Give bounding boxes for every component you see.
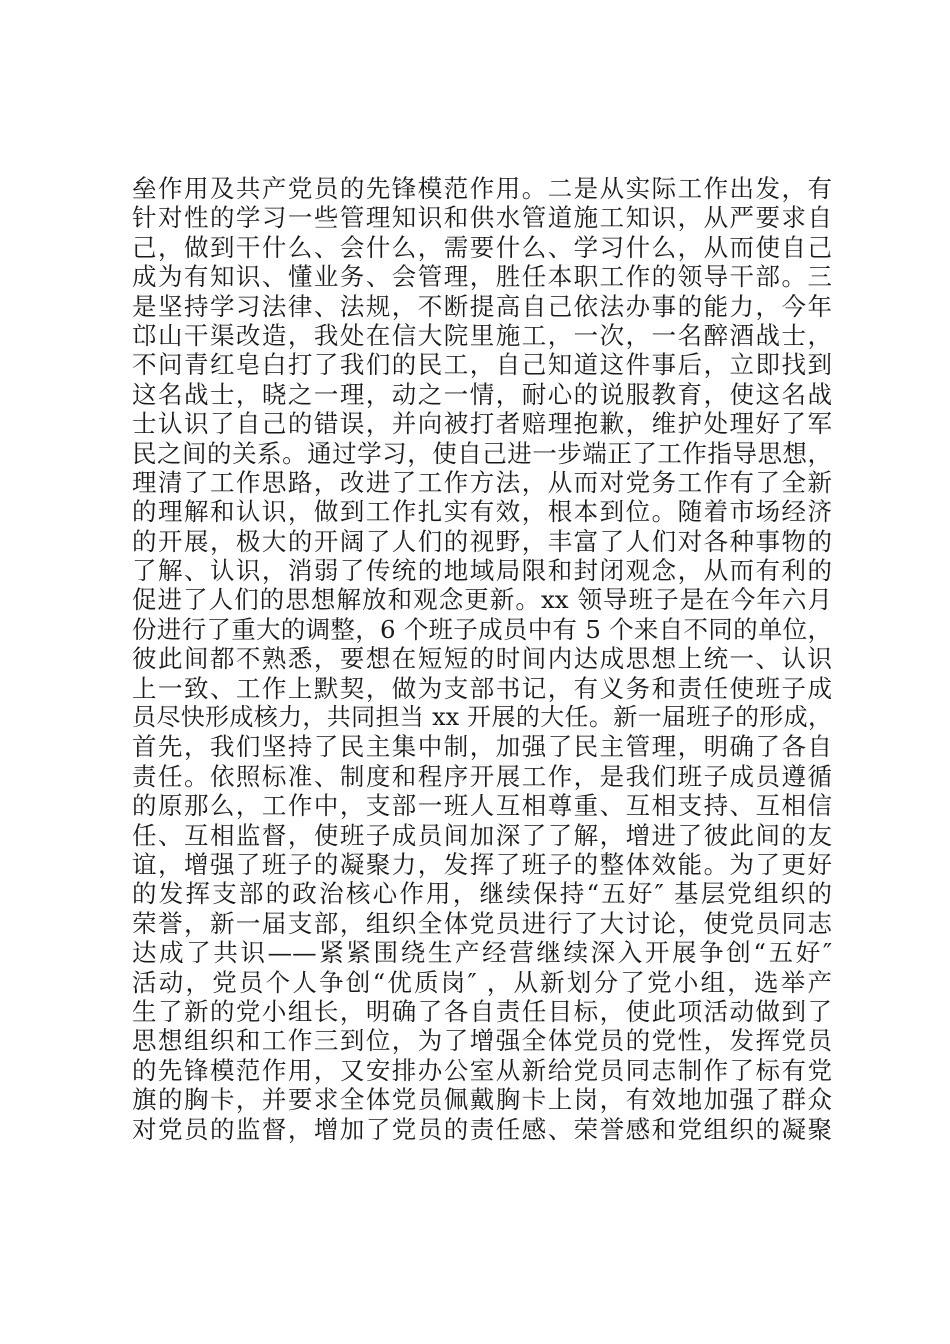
text-line: 首先，我们坚持了民主集中制，加强了民主管理，明确了各自: [132, 732, 832, 762]
text-line: 的先锋模范作用，又安排办公室从新给党员同志制作了标有党: [132, 1055, 832, 1085]
text-line: 的理解和认识，做到工作扎实有效，根本到位。随着市场经济: [132, 497, 832, 527]
text-line: 活动，党员个人争创“优质岗″ ，从新划分了党小组，选举产: [132, 967, 832, 997]
text-line: 了解、认识，消弱了传统的地域局限和封闭观念，从而有利的: [132, 556, 832, 586]
text-line: 对党员的监督，增加了党员的责任感、荣誉感和党组织的凝聚: [132, 1114, 832, 1144]
text-line: 的原那么，工作中，支部一班人互相尊重、互相支持、互相信: [132, 791, 832, 821]
text-line: 邙山干渠改造，我处在信大院里施工，一次，一名醉酒战士，: [132, 320, 832, 350]
text-line: 的发挥支部的政治核心作用，继续保持“五好″ 基层党组织的: [132, 879, 832, 909]
text-line: 是坚持学习法律、法规，不断提高自己依法办事的能力，今年: [132, 291, 832, 321]
text-line: 士认识了自己的错误，并向被打者赔理抱歉，维护处理好了军: [132, 409, 832, 439]
text-line: 彼此间都不熟悉，要想在短短的时间内达成思想上统一、认识: [132, 644, 832, 674]
text-line: 促进了人们的思想解放和观念更新。xx 领导班子是在今年六月: [132, 585, 832, 615]
text-line: 任、互相监督，使班子成员间加深了了解，增进了彼此间的友: [132, 820, 832, 850]
text-line: 成为有知识、懂业务、会管理，胜任本职工作的领导干部。三: [132, 262, 832, 292]
text-line: 不问青红皂白打了我们的民工，自己知道这件事后，立即找到: [132, 350, 832, 380]
text-line: 针对性的学习一些管理知识和供水管道施工知识，从严要求自: [132, 203, 832, 233]
text-line: 思想组织和工作三到位，为了增强全体党员的党性，发挥党员: [132, 1026, 832, 1056]
text-line: 理清了工作思路，改进了工作方法，从而对党务工作有了全新: [132, 467, 832, 497]
text-line: 荣誉，新一届支部，组织全体党员进行了大讨论，使党员同志: [132, 908, 832, 938]
text-line: 员尽快形成核力，共同担当 xx 开展的大任。新一届班子的形成，: [132, 703, 832, 732]
text-line: 达成了共识——紧紧围绕生产经营继续深入开展争创“五好″: [132, 938, 832, 968]
text-line: 责任。依照标准、制度和程序开展工作，是我们班子成员遵循: [132, 761, 832, 791]
body-text: [132, 174, 832, 1144]
text-line: 生了新的党小组长，明确了各自责任目标，使此项活动做到了: [132, 996, 832, 1026]
text-line: 上一致、工作上默契，做为支部书记，有义务和责任使班子成: [132, 673, 832, 703]
text-line: 份进行了重大的调整，6 个班子成员中有 5 个来自不同的单位，: [132, 614, 832, 644]
text-line: 旗的胸卡，并要求全体党员佩戴胸卡上岗，有效地加强了群众: [132, 1085, 832, 1115]
text-line: 谊，增强了班子的凝聚力，发挥了班子的整体效能。为了更好: [132, 849, 832, 879]
text-line: 垒作用及共产党员的先锋模范作用。二是从实际工作出发，有: [132, 174, 832, 203]
text-line: 民之间的关系。通过学习，使自己进一步端正了工作指导思想，: [132, 438, 832, 468]
text-line: 己，做到干什么、会什么，需要什么、学习什么，从而使自己: [132, 232, 832, 262]
text-line: 的开展，极大的开阔了人们的视野，丰富了人们对各种事物的: [132, 526, 832, 556]
text-line: 这名战士，晓之一理，动之一情，耐心的说服教育，使这名战: [132, 379, 832, 409]
